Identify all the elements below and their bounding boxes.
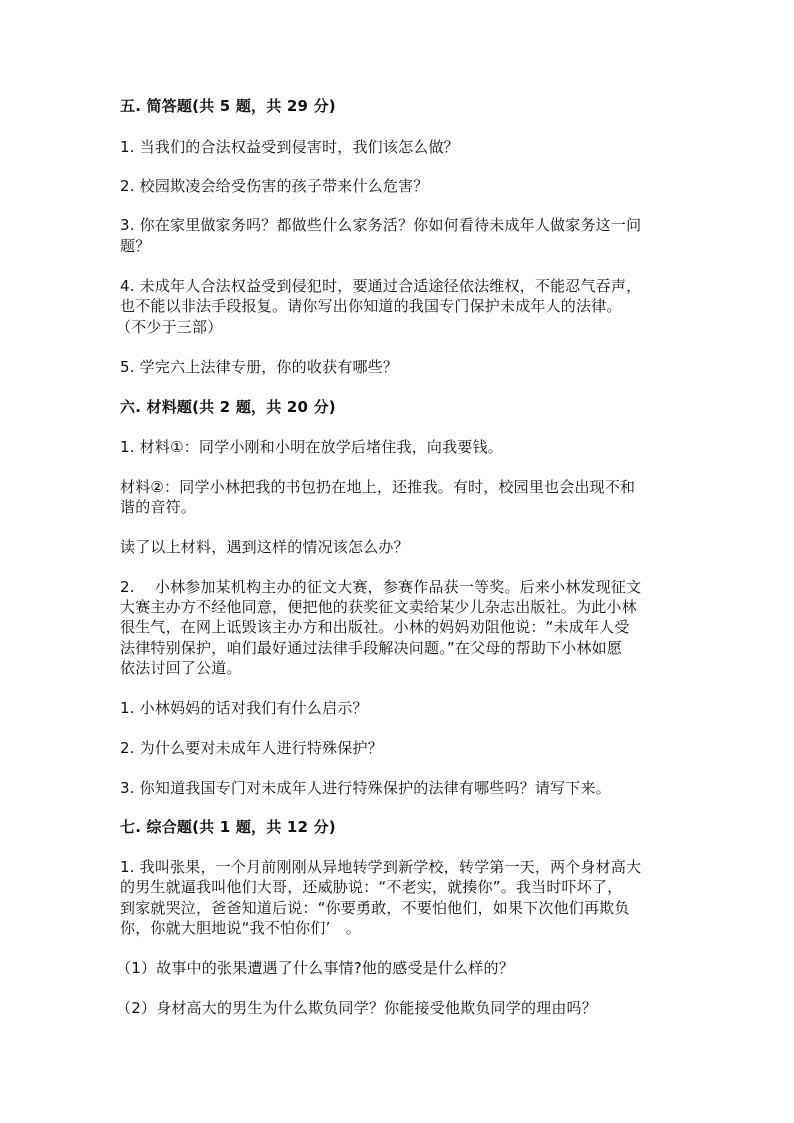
material-2-line-2: 谐的音符。 [120, 498, 197, 516]
section-6-heading: 六. 材料题(共 2 题，共 20 分) [120, 398, 336, 416]
problem-6-2-line-5: 依法讨回了公道。 [120, 659, 242, 677]
problem-7-1-line-3: 到家就哭泣，爸爸知道后说：“你要勇敢，不要怕他们，如果下次他们再欺负 [120, 899, 630, 917]
problem-6-2-line-2: 大赛主办方不经他同意，便把他的获奖征文卖给某少儿杂志出版社。为此小林 [120, 598, 637, 616]
section-5-heading: 五. 简答题(共 5 题，共 29 分) [120, 97, 336, 115]
problem-7-1-line-4: 你，你就大胆地说“我不怕你们’ 。 [120, 919, 361, 937]
sub-question-7-2: （2）身材高大的男生为什么欺负同学？你能接受他欺负同学的理由吗？ [116, 999, 597, 1017]
sub-question-6-3: 3. 你知道我国专门对未成年人进行特殊保护的法律有哪些吗？请写下来。 [120, 779, 611, 797]
material-question: 读了以上材料，遇到这样的情况该怎么办？ [120, 538, 409, 556]
question-5-5: 5. 学完六上法律专册，你的收获有哪些？ [120, 358, 399, 376]
problem-6-2-line-1: 2. 小林参加某机构主办的征文大赛，参赛作品获一等奖。后来小林发现征文 [120, 578, 642, 596]
sub-question-6-1: 1. 小林妈妈的话对我们有什么启示？ [120, 699, 368, 717]
question-5-4-line-1: 4. 未成年人合法权益受到侵犯时，要通过合适途径依法维权，不能忍气吞声， [120, 277, 642, 295]
sub-question-6-2: 2. 为什么要对未成年人进行特殊保护？ [120, 739, 383, 757]
material-1: 1. 材料①：同学小刚和小明在放学后堵住我，向我要钱。 [120, 438, 503, 456]
question-5-3-line-1: 3. 你在家里做家务吗？都做些什么家务活？你如何看待未成年人做家务这一问 [120, 216, 642, 234]
question-5-2: 2. 校园欺凌会给受伤害的孩子带来什么危害？ [120, 177, 429, 195]
problem-7-1-line-1: 1. 我叫张果，一个月前刚刚从异地转学到新学校，转学第一天，两个身材高大 [120, 858, 642, 876]
problem-6-2-line-4: 法律特别保护，咱们最好通过法律手段解决问题。”在父母的帮助下小林如愿 [120, 639, 623, 657]
problem-7-1-line-2: 的男生就逼我叫他们大哥，还威胁说：“不老实，就揍你”。我当时吓坏了， [120, 878, 623, 896]
sub-question-7-1: （1）故事中的张果遭遇了什么事情?他的感受是什么样的？ [116, 959, 514, 977]
section-7-heading: 七. 综合题(共 1 题，共 12 分) [120, 818, 336, 836]
question-5-4-line-3: （不少于三部） [116, 318, 223, 336]
question-5-1: 1. 当我们的合法权益受到侵害时，我们该怎么做？ [120, 138, 459, 156]
question-5-3-line-2: 题？ [120, 237, 151, 255]
material-2-line-1: 材料②：同学小林把我的书包扔在地上，还推我。有时，校园里也会出现不和 [120, 478, 636, 496]
question-5-4-line-2: 也不能以非法手段报复。请你写出你知道的我国专门保护未成年人的法律。 [120, 297, 622, 315]
problem-6-2-line-3: 很生气，在网上诋毁该主办方和出版社。小林的妈妈劝阻他说：“未成年人受 [120, 618, 630, 636]
